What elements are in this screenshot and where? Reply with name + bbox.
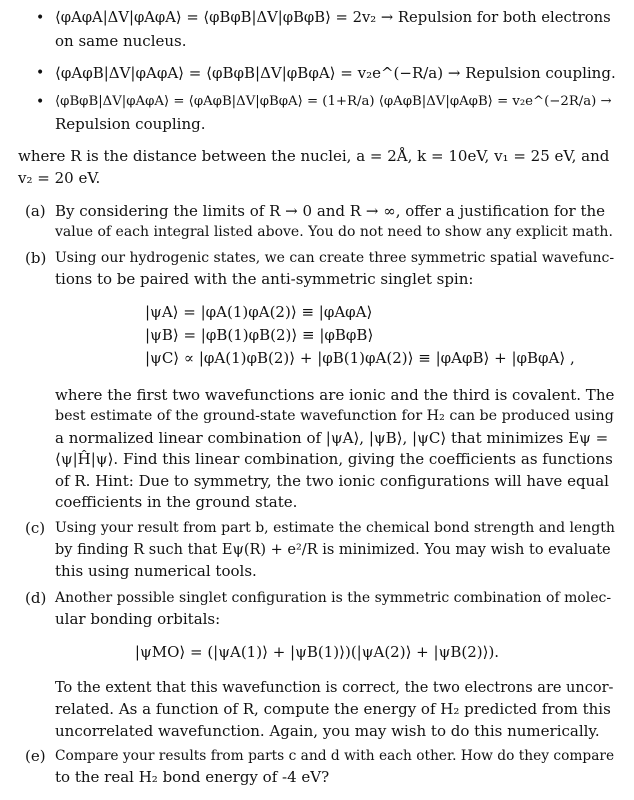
part-e-label: (e)	[25, 747, 46, 765]
part-b-after-4: ⟨ψ|Ĥ|ψ⟩. Find this linear combination, giving the coefficients as functions	[55, 450, 613, 468]
bullet-3-line-2: Repulsion coupling.	[55, 115, 206, 133]
bullet-1-line-2: on same nucleus.	[55, 32, 187, 50]
part-e-line-2: to the real H₂ bond energy of -4 eV?	[55, 768, 330, 786]
bullet-dot: •	[36, 10, 45, 26]
part-e-line-1: Compare your results from parts c and d with each other. How do they compare	[55, 748, 615, 764]
part-d-after-3: uncorrelated wavefunction. Again, you may wish to do this numerically.	[55, 722, 600, 740]
equation-psi-mo: |ψMO⟩ = (|ψA(1)⟩ + |ψB(1)⟩)(|ψA(2)⟩ + |ψB(2)⟩).	[134, 643, 500, 661]
part-b-line-1: Using our hydrogenic states, we can create three symmetric spatial wavefunc-	[55, 250, 615, 266]
part-b-after-5: of R. Hint: Due to symmetry, the two ionic configurations will have equal	[55, 472, 609, 490]
equation-psi-a: |ψA⟩ = |φA(1)φA(2)⟩ ≡ |φAφA⟩	[145, 303, 373, 321]
part-c-label: (c)	[25, 519, 46, 537]
bullet-3-line-1: ⟨φBφB|ΔV|φAφA⟩ = ⟨φAφB|ΔV|φBφA⟩ = (1+R/a) ⟨φAφB|ΔV|φAφB⟩ = v₂e^(−2R/a) →	[55, 94, 612, 109]
part-d-line-2: ular bonding orbitals:	[55, 610, 221, 628]
where-line-1: where R is the distance between the nuclei, a = 2Å, k = 10eV, v₁ = 25 eV, and	[18, 147, 610, 165]
equation-psi-c: |ψC⟩ ∝ |φA(1)φB(2)⟩ + |φB(1)φA(2)⟩ ≡ |φAφB⟩ + |φBφA⟩ ,	[145, 349, 575, 367]
part-b-after-3: a normalized linear combination of |ψA⟩, |ψB⟩, |ψC⟩ that minimizes Eψ =	[55, 429, 609, 447]
part-b-after-6: coefficients in the ground state.	[55, 493, 298, 511]
part-b-after-2: best estimate of the ground-state wavefunction for H₂ can be produced using	[55, 408, 614, 424]
part-a-line-1: By considering the limits of R → 0 and R → ∞, offer a justification for the	[55, 202, 606, 220]
bullet-dot: •	[36, 65, 45, 81]
equation-psi-b: |ψB⟩ = |φB(1)φB(2)⟩ ≡ |φBφB⟩	[145, 326, 374, 344]
part-a-label: (a)	[25, 202, 46, 220]
part-c-line-1: Using your result from part b, estimate the chemical bond strength and length	[55, 520, 615, 536]
where-line-2: v₂ = 20 eV.	[18, 169, 101, 187]
bullet-1-line-1: ⟨φAφA|ΔV|φAφA⟩ = ⟨φBφB|ΔV|φBφB⟩ = 2v₂ → Repulsion for both electrons	[55, 9, 611, 26]
part-d-line-1: Another possible singlet configuration is the symmetric combination of molec-	[55, 590, 612, 606]
part-c-line-3: this using numerical tools.	[55, 562, 257, 580]
part-b-after-1: where the first two wavefunctions are ionic and the third is covalent. The	[55, 386, 615, 404]
part-c-line-2: by finding R such that Eψ(R) + e²/R is minimized. You may wish to evaluate	[55, 542, 611, 558]
part-b-label: (b)	[25, 249, 47, 267]
bullet-2-line-1: ⟨φAφB|ΔV|φAφA⟩ = ⟨φBφB|ΔV|φBφA⟩ = v₂e^(−R/a) → Repulsion coupling.	[55, 64, 616, 82]
part-d-after-1: To the extent that this wavefunction is correct, the two electrons are uncor-	[55, 680, 614, 696]
part-a-line-2: value of each integral listed above. You do not need to show any explicit math.	[55, 224, 613, 240]
part-d-label: (d)	[25, 589, 47, 607]
bullet-dot: •	[36, 94, 45, 110]
part-b-line-2: tions to be paired with the anti-symmetric singlet spin:	[55, 270, 474, 288]
part-d-after-2: related. As a function of R, compute the energy of H₂ predicted from this	[55, 700, 611, 718]
